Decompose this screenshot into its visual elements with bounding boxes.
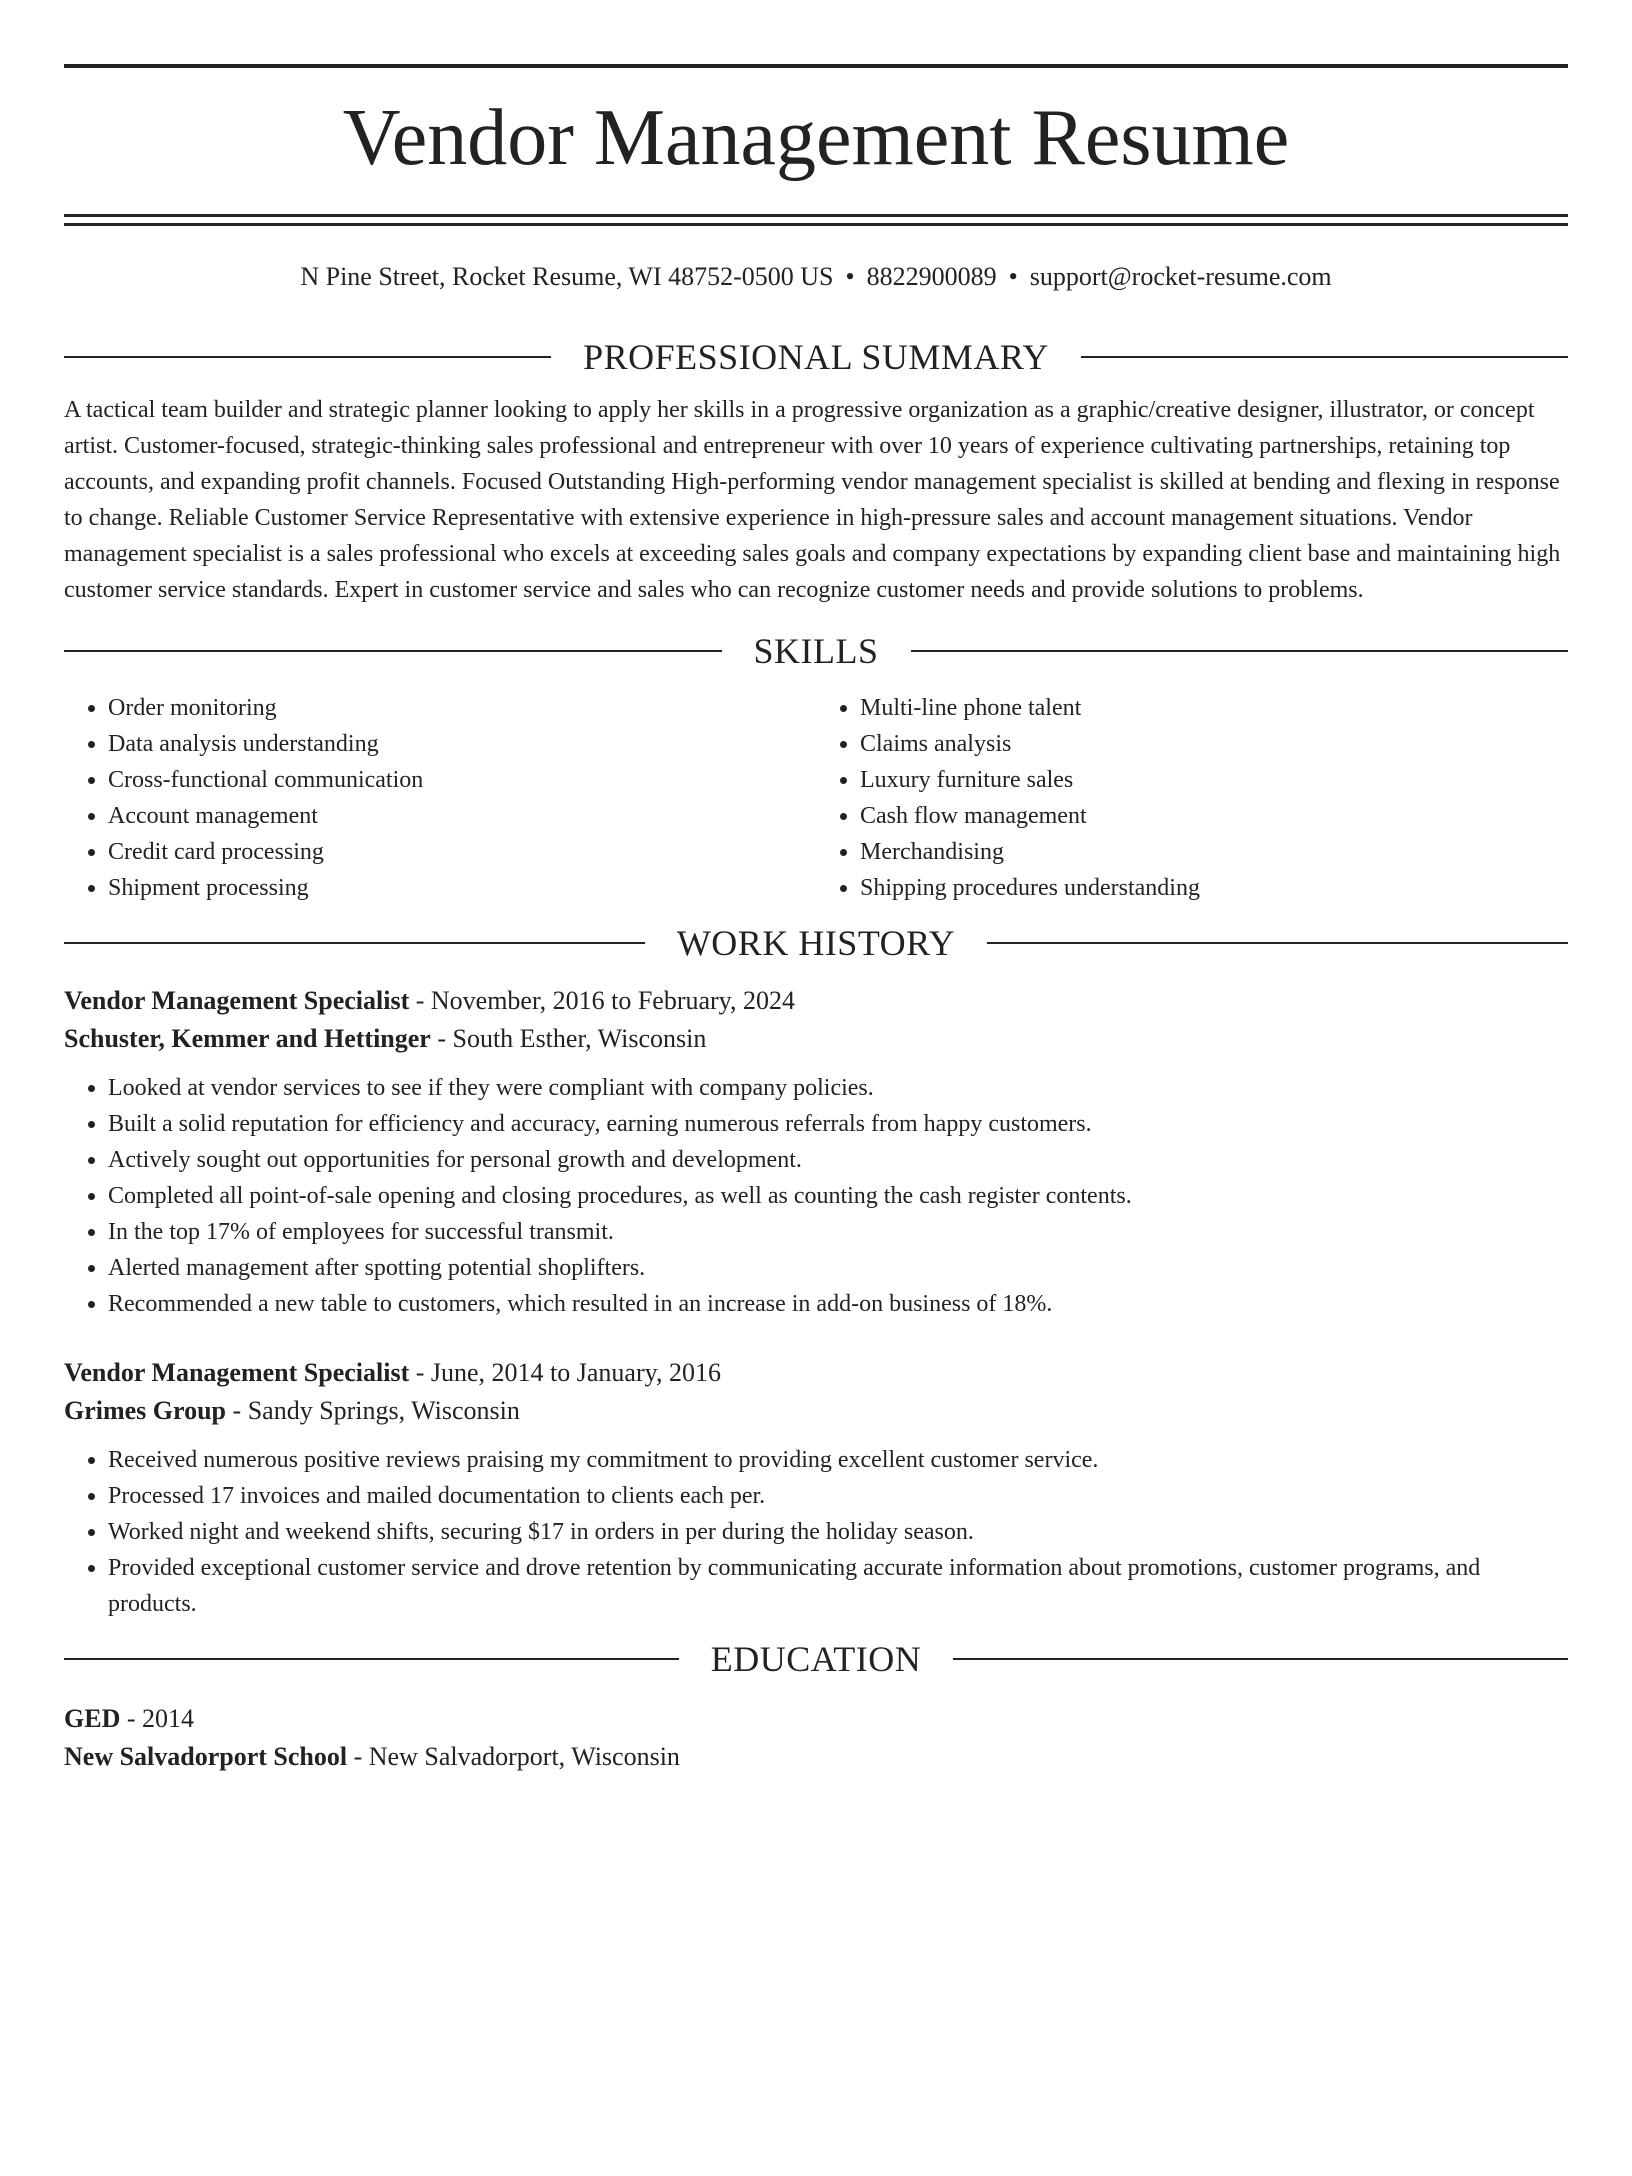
job-title: Vendor Management Specialist — [64, 986, 410, 1015]
education-section-heading — [64, 1636, 1568, 1682]
job-bullet: • Processed 17 invoices and mailed documentation to clients each per. — [108, 1478, 1568, 1514]
job-company: Grimes Group — [64, 1396, 227, 1425]
education-heading-label: EDUCATION — [710, 1639, 922, 1679]
education-entry — [64, 1700, 1568, 1776]
contact-separator: • — [845, 262, 855, 291]
skills-column-left — [64, 690, 816, 906]
resume-page — [0, 64, 1632, 2176]
skill-item: • Cross-functional communication — [108, 762, 816, 798]
skills-heading-label: SKILLS — [753, 631, 879, 671]
skill-item: • Account management — [108, 798, 816, 834]
education-location: - New Salvadorport, Wisconsin — [347, 1742, 680, 1771]
education-degree: GED — [64, 1704, 121, 1733]
skill-item: • Cash flow management — [860, 798, 1568, 834]
job-company: Schuster, Kemmer and Hettinger — [64, 1024, 431, 1053]
job-bullet: • Recommended a new table to customers, which resulted in an increase in add-on business of 18%. — [108, 1286, 1568, 1322]
heading-rule-left — [64, 942, 645, 944]
job-title-line — [64, 1354, 1568, 1392]
job-company-line — [64, 1020, 1568, 1058]
job-dates: - June, 2014 to January, 2016 — [409, 1358, 721, 1387]
skill-item: • Data analysis understanding — [108, 726, 816, 762]
job-entry — [64, 982, 1568, 1322]
skill-item: • Luxury furniture sales — [860, 762, 1568, 798]
contact-email: support@rocket-resume.com — [1029, 262, 1332, 291]
education-school: New Salvadorport School — [64, 1742, 348, 1771]
heading-rule-left — [64, 1658, 679, 1660]
education-year: - 2014 — [120, 1704, 195, 1733]
summary-text: A tactical team builder and strategic planner looking to apply her skills in a progressive organization as a graphic/creative designer, illustrator, or concept artist. Customer-focused, strategic-thinking sales professional and entrepreneur with over 10 years of experience cultivating partnerships, retaining top accounts, and expanding profit channels. Focused Outstanding High-performing vendor management specialist is skilled at bending and flexing in response to change. Reliable Customer Service Representative with extensive experience in high-pressure sales and account management situations. Vendor management specialist is a sales professional who excels at exceeding sales goals and company expectations by expanding client base and maintaining high customer service standards. Expert in customer service and sales who can recognize customer needs and provide solutions to problems. — [64, 397, 1561, 603]
skills-column-right — [816, 690, 1568, 906]
job-bullet: • Alerted management after spotting potential shoplifters. — [108, 1250, 1568, 1286]
job-entry — [64, 1354, 1568, 1622]
contact-line — [64, 260, 1568, 294]
skill-item: • Shipment processing — [108, 870, 816, 906]
work-heading-label: WORK HISTORY — [676, 923, 956, 963]
job-bullet: • Actively sought out opportunities for personal growth and development. — [108, 1142, 1568, 1178]
education-degree-line — [64, 1700, 1568, 1738]
contact-separator: • — [1008, 262, 1018, 291]
contact-address: N Pine Street, Rocket Resume, WI 48752-0500 US — [300, 262, 834, 291]
job-company-line — [64, 1392, 1568, 1430]
skill-item: • Shipping procedures understanding — [860, 870, 1568, 906]
skill-item: • Multi-line phone talent — [860, 690, 1568, 726]
skill-item: • Claims analysis — [860, 726, 1568, 762]
job-bullet: • Worked night and weekend shifts, securing $17 in orders in per during the holiday season. — [108, 1514, 1568, 1550]
job-title-line — [64, 982, 1568, 1020]
heading-rule-right — [1081, 356, 1568, 358]
job-bullet: • Received numerous positive reviews praising my commitment to providing excellent customer service. — [108, 1442, 1568, 1478]
job-bullet: • Completed all point-of-sale opening and closing procedures, as well as counting the cash register contents. — [108, 1178, 1568, 1214]
heading-rule-left — [64, 356, 551, 358]
contact-phone: 8822900089 — [866, 262, 997, 291]
job-bullet: • Provided exceptional customer service and drove retention by communicating accurate information about promotions, customer programs, and products. — [108, 1550, 1568, 1622]
job-bullet: • Built a solid reputation for efficiency and accuracy, earning numerous referrals from happy customers. — [108, 1106, 1568, 1142]
skill-item: • Credit card processing — [108, 834, 816, 870]
heading-rule-left — [64, 650, 722, 652]
page-title: Vendor Management Resume — [342, 94, 1290, 182]
job-location: - South Esther, Wisconsin — [430, 1024, 707, 1053]
heading-rule-right — [911, 650, 1569, 652]
skill-item: • Order monitoring — [108, 690, 816, 726]
title-double-rule — [64, 214, 1568, 226]
skills-list — [64, 690, 1568, 906]
job-dates: - November, 2016 to February, 2024 — [409, 986, 795, 1015]
education-school-line — [64, 1738, 1568, 1776]
summary-heading-label: PROFESSIONAL SUMMARY — [583, 337, 1049, 377]
job-bullets — [64, 1070, 1568, 1322]
job-bullet: • In the top 17% of employees for successful transmit. — [108, 1214, 1568, 1250]
heading-rule-right — [987, 942, 1568, 944]
job-location: - Sandy Springs, Wisconsin — [226, 1396, 520, 1425]
skills-section-heading — [64, 628, 1568, 674]
job-title: Vendor Management Specialist — [64, 1358, 410, 1387]
work-section-heading — [64, 920, 1568, 966]
top-rule — [64, 64, 1568, 68]
summary-section-heading — [64, 334, 1568, 380]
heading-rule-right — [953, 1658, 1568, 1660]
skill-item: • Merchandising — [860, 834, 1568, 870]
job-bullet: • Looked at vendor services to see if they were compliant with company policies. — [108, 1070, 1568, 1106]
job-bullets — [64, 1442, 1568, 1622]
